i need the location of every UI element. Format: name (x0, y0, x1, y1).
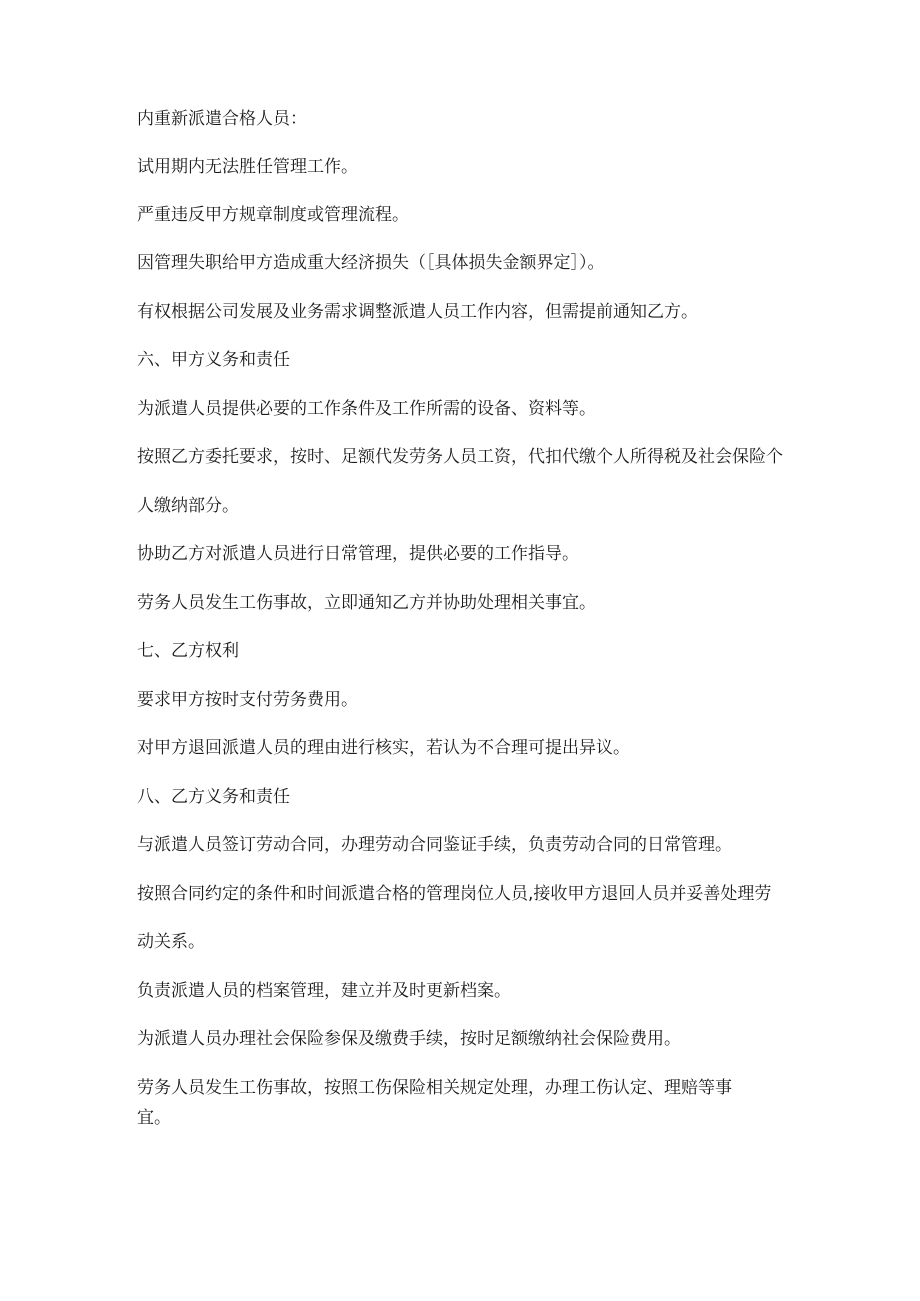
text-line: 动关系。 (137, 932, 205, 952)
text-line: 为派遣人员办理社会保险参保及缴费手续，按时足额缴纳社会保险费用。 (137, 1029, 681, 1049)
section-heading: 六、甲方义务和责任 (137, 350, 290, 370)
text-line: 宜。 (137, 1108, 171, 1128)
text-line: 对甲方退回派遣人员的理由进行核实，若认为不合理可提出异议。 (137, 738, 630, 758)
text-line: 劳务人员发生工伤事故，按照工伤保险相关规定处理，办理工伤认定、理赔等事 (137, 1078, 732, 1098)
text-line: 负责派遣人员的档案管理，建立并及时更新档案。 (137, 981, 511, 1001)
text-line: 为派遣人员提供必要的工作条件及工作所需的设备、资料等。 (137, 399, 596, 419)
text-line: 严重违反甲方规章制度或管理流程。 (137, 205, 409, 225)
text-line: 内重新派遣合格人员： (137, 109, 307, 129)
text-line: 因管理失职给甲方造成重大经济损失（［具体损失金额界定］）。 (137, 253, 605, 273)
text-line: 按照乙方委托要求，按时、足额代发劳务人员工资，代扣代缴个人所得税及社会保险个 (137, 447, 783, 467)
text-line: 有权根据公司发展及业务需求调整派遣人员工作内容，但需提前通知乙方。 (137, 302, 698, 322)
section-heading: 七、乙方权利 (137, 641, 239, 661)
section-heading: 八、乙方义务和责任 (137, 787, 290, 807)
text-line: 试用期内无法胜任管理工作。 (137, 157, 358, 177)
text-line: 协助乙方对派遣人员进行日常管理，提供必要的工作指导。 (137, 544, 579, 564)
text-line: 与派遣人员签订劳动合同，办理劳动合同鉴证手续，负责劳动合同的日常管理。 (137, 835, 732, 855)
text-line: 要求甲方按时支付劳务费用。 (137, 690, 358, 710)
text-line: 人缴纳部分。 (137, 496, 239, 516)
text-line: 劳务人员发生工伤事故，立即通知乙方并协助处理相关事宜。 (137, 593, 596, 613)
text-line: 按照合同约定的条件和时间派遣合格的管理岗位人员,接收甲方退回人员并妥善处理劳 (137, 884, 772, 904)
